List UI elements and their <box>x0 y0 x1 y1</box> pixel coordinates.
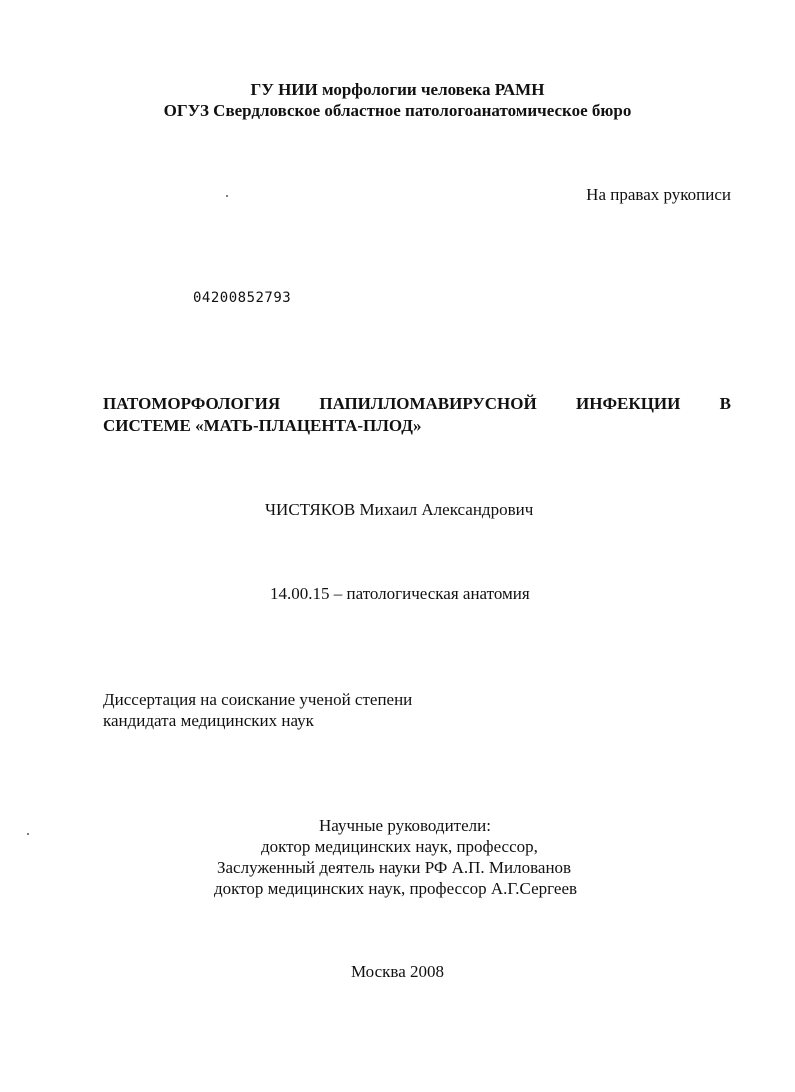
rights-note: На правах рукописи <box>586 185 731 204</box>
dissertation-title <box>103 393 731 437</box>
institution-name-1: ГУ НИИ морфологии человека РАМН <box>250 80 545 99</box>
scan-speck <box>226 195 228 197</box>
supervisor-line-1: доктор медицинских наук, профессор, <box>261 837 538 856</box>
supervisor-line-2: Заслуженный деятель науки РФ А.П. Милованов <box>217 858 572 877</box>
institution-name-2: ОГУЗ Свердловское областное патологоанатомическое бюро <box>163 101 632 120</box>
author-name: ЧИСТЯКОВ Михаил Александрович <box>265 500 534 519</box>
supervisors-heading: Научные руководители: <box>319 816 491 835</box>
degree-line-1: Диссертация на соискание ученой степени <box>103 690 413 709</box>
scan-speck <box>27 833 29 835</box>
title-line-1: ПАТОМОРФОЛОГИЯ ПАПИЛЛОМАВИРУСНОЙ ИНФЕКЦИИ В <box>103 394 731 413</box>
place-and-year: Москва 2008 <box>350 962 445 981</box>
specialty-code: 14.00.15 – патологическая анатомия <box>270 584 530 603</box>
library-number: 04200852793 <box>193 290 292 306</box>
supervisor-line-3: доктор медицинских наук, профессор А.Г.Сергеев <box>214 879 578 898</box>
degree-line-2: кандидата медицинских наук <box>103 711 314 730</box>
title-line-2: СИСТЕМЕ «МАТЬ-ПЛАЦЕНТА-ПЛОД» <box>103 416 422 435</box>
